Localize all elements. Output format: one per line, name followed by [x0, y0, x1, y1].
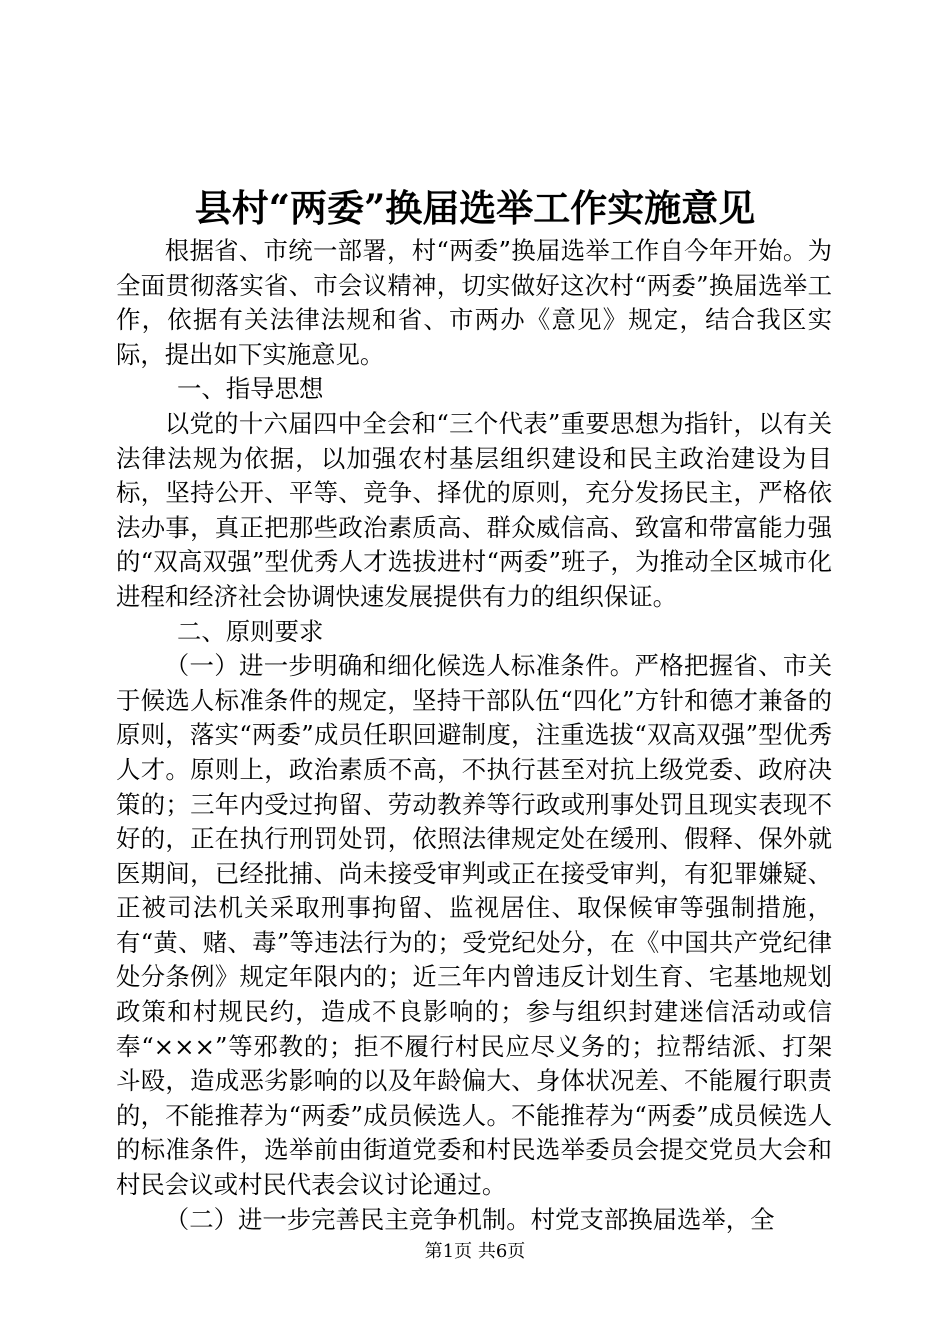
- document-body: [116, 234, 832, 1237]
- paragraph-intro: 根据省、市统一部署，村“两委”换届选举工作自今年开始。为全面贯彻落实省、市会议精神，切实做好这次村“两委”换届选举工作，依据有关法律法规和省、市两办《意见》规定，结合我区实际，提出如下实施意见。: [116, 236, 832, 369]
- paragraph-guiding-ideology: 以党的十六届四中全会和“三个代表”重要思想为指针，以有关法律法规为依据，以加强农村基层组织建设和民主政治建设为目标，坚持公开、平等、竞争、择优的原则，充分发扬民主，严格依法办事，真正把那些政治素质高、群众威信高、致富和带富能力强的“双高双强”型优秀人才选拔进村“两委”班子，为推动全区城市化进程和经济社会协调快速发展提供有力的组织保证。: [116, 408, 832, 611]
- section-heading-1: 一、指导思想: [177, 374, 324, 404]
- paragraph-competition-mechanism: （二）进一步完善民主竞争机制。村党支部换届选举，全: [164, 1204, 775, 1234]
- page-number-footer: 第1页 共6页: [424, 1241, 526, 1262]
- section-heading-2: 二、原则要求: [177, 616, 324, 646]
- paragraph-candidate-criteria: （一）进一步明确和细化候选人标准条件。严格把握省、市关于候选人标准条件的规定，坚持干部队伍“四化”方针和德才兼备的原则，落实“两委”成员任职回避制度，注重选拔“双高双强”型优秀人才。原则上，政治素质不高，不执行甚至对抗上级党委、政府决策的；三年内受过拘留、劳动教养等行政或刑事处罚且现实表现不好的，正在执行刑罚处罚，依照法律规定处在缓刑、假释、保外就医期间，已经批捕、尚未接受审判或正在接受审判，有犯罪嫌疑、正被司法机关采取刑事拘留、监视居住、取保候审等强制措施，有“黄、赌、毒”等违法行为的；受党纪处分，在《中国共产党纪律处分条例》规定年限内的；近三年内曾违反计划生育、宅基地规划政策和村规民约，造成不良影响的；参与组织封建迷信活动或信奉“×××”等邪教的；拒不履行村民应尽义务的；拉帮结派、打架斗殴，造成恶劣影响的以及年龄偏大、身体状况差、不能履行职责的，不能推荐为“两委”成员候选人。不能推荐为“两委”成员候选人的标准条件，选举前由街道党委和村民选举委员会提交党员大会和村民会议或村民代表会议讨论通过。: [116, 651, 832, 1200]
- document-title: 县村“两委”换届选举工作实施意见: [194, 186, 756, 230]
